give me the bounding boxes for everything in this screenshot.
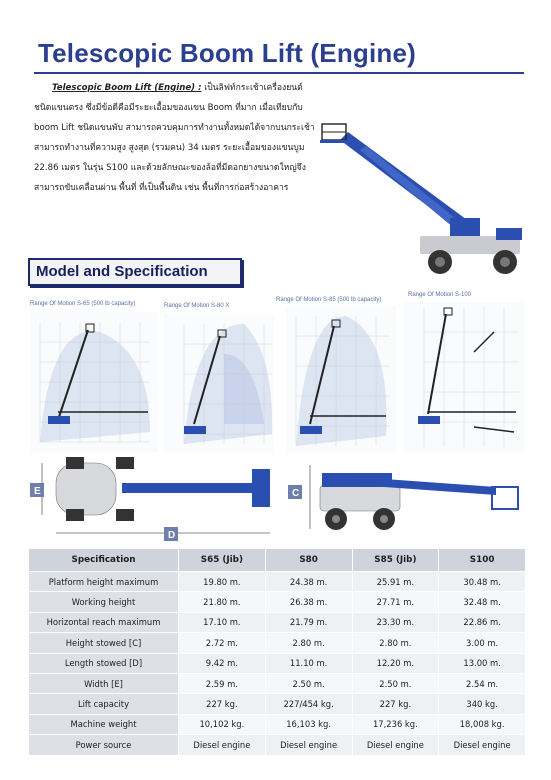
spec-header-row: [29, 549, 526, 572]
table-row: [29, 694, 526, 714]
spec-header: S85 (Jib): [352, 549, 439, 572]
intro-lead: Telescopic Boom Lift (Engine) :: [52, 83, 202, 93]
rom-chart-s80: [164, 314, 274, 452]
spec-value: 2.50 m.: [352, 673, 439, 693]
spec-value: 2.80 m.: [265, 633, 352, 653]
spec-label: Working height: [29, 592, 179, 612]
spec-value: Diesel engine: [179, 735, 266, 755]
table-row: [29, 673, 526, 693]
spec-value: 2.59 m.: [179, 673, 266, 693]
spec-value: 227/454 kg.: [265, 694, 352, 714]
top-view-chassis: [56, 463, 116, 515]
rom-chart-s65: [30, 312, 158, 452]
spec-label: Machine weight: [29, 714, 179, 734]
spec-value: 25.91 m.: [352, 572, 439, 592]
table-row: [29, 653, 526, 673]
spec-value: 21.79 m.: [265, 612, 352, 632]
spec-value: 21.80 m.: [179, 592, 266, 612]
spec-value: 2.80 m.: [352, 633, 439, 653]
spec-value: 227 kg.: [179, 694, 266, 714]
top-view-boom: [122, 483, 252, 493]
spec-value: 24.38 m.: [265, 572, 352, 592]
table-row: [29, 592, 526, 612]
table-row: [29, 714, 526, 734]
spec-label: Length stowed [D]: [29, 653, 179, 673]
spec-label: Height stowed [C]: [29, 633, 179, 653]
spec-value: 26.38 m.: [265, 592, 352, 612]
spec-value: 2.72 m.: [179, 633, 266, 653]
dim-letter-e: E: [34, 486, 41, 497]
spec-header: S80: [265, 549, 352, 572]
spec-value: 18,008 kg.: [439, 714, 526, 734]
side-view-chassis: [320, 485, 400, 511]
spec-value: 23.30 m.: [352, 612, 439, 632]
rom-label-s65: Range Of Motion S-65 (500 lb capacity): [30, 301, 136, 307]
table-row: [29, 735, 526, 755]
spec-value: 340 kg.: [439, 694, 526, 714]
spec-value: 11.10 m.: [265, 653, 352, 673]
spec-value: 2.54 m.: [439, 673, 526, 693]
rom-label-s85: Range Of Motion S-85 (500 lb capacity): [276, 297, 382, 303]
dim-letter-c: C: [292, 488, 300, 499]
spec-value: 9.42 m.: [179, 653, 266, 673]
spec-value: 27.71 m.: [352, 592, 439, 612]
spec-header: S65 (Jib): [179, 549, 266, 572]
spec-header: S100: [439, 549, 526, 572]
table-row: [29, 633, 526, 653]
table-row: [29, 572, 526, 592]
rom-label-s80: Range Of Motion S-80 X: [164, 303, 230, 309]
spec-label: Horizontal reach maximum: [29, 612, 179, 632]
spec-value: 3.00 m.: [439, 633, 526, 653]
spec-value: Diesel engine: [439, 735, 526, 755]
title-underline: [34, 72, 524, 74]
spec-value: 12.20 m.: [352, 653, 439, 673]
rom-chart-s85: [286, 306, 396, 452]
dim-letter-d: D: [168, 530, 176, 541]
spec-value: 19.80 m.: [179, 572, 266, 592]
spec-value: Diesel engine: [265, 735, 352, 755]
spec-table: [28, 548, 526, 756]
spec-value: 16,103 kg.: [265, 714, 352, 734]
spec-value: 13.00 m.: [439, 653, 526, 673]
section-heading: Model and Specification: [36, 263, 208, 280]
spec-value: 17,236 kg.: [352, 714, 439, 734]
spec-value: 30.48 m.: [439, 572, 526, 592]
spec-label: Power source: [29, 735, 179, 755]
section-heading-box: [28, 258, 242, 286]
spec-value: 32.48 m.: [439, 592, 526, 612]
spec-value: 10,102 kg.: [179, 714, 266, 734]
spec-header: Specification: [29, 549, 179, 572]
spec-value: 227 kg.: [352, 694, 439, 714]
spec-value: 22.86 m.: [439, 612, 526, 632]
rom-label-s100: Range Of Motion S-100: [408, 292, 472, 298]
page-title: Telescopic Boom Lift (Engine): [38, 38, 417, 68]
dimension-drawings: [26, 455, 536, 545]
rom-chart-s100: [404, 302, 524, 452]
spec-value: 2.50 m.: [265, 673, 352, 693]
table-row: [29, 612, 526, 632]
spec-value: 17.10 m.: [179, 612, 266, 632]
spec-label: Width [E]: [29, 673, 179, 693]
intro-text: เป็นลิฟท์กระเช้าเครื่องยนต์ชนิดแขนตรง ซึ่งมีข้อดีคือมีระยะเอื้อมของแขน Boom ที่มาก เมื่อเทียบกับ boom Lift ชนิดแขนพับ สามารถควบคุมการทำงานทั้งหมดได้จากบนกระเช้า สามารถทำงานที่ความสูง สูงสุด (รวมคน) 34 เมตร ระยะเอื้อมของแขนบูม 22.86 เมตร ในรุ่น S100 และด้วยลักษณะของล้อที่มีดอกยางขนาดใหญ่จึงสามารถขับเคลื่อนผ่าน พื้นที่ ที่เป็นพื้นดิน เช่น พื้นที่การก่อสร้างอาคาร: [34, 83, 315, 193]
spec-label: Platform height maximum: [29, 572, 179, 592]
spec-label: Lift capacity: [29, 694, 179, 714]
boom-lift-illustration: [300, 110, 530, 280]
spec-value: Diesel engine: [352, 735, 439, 755]
